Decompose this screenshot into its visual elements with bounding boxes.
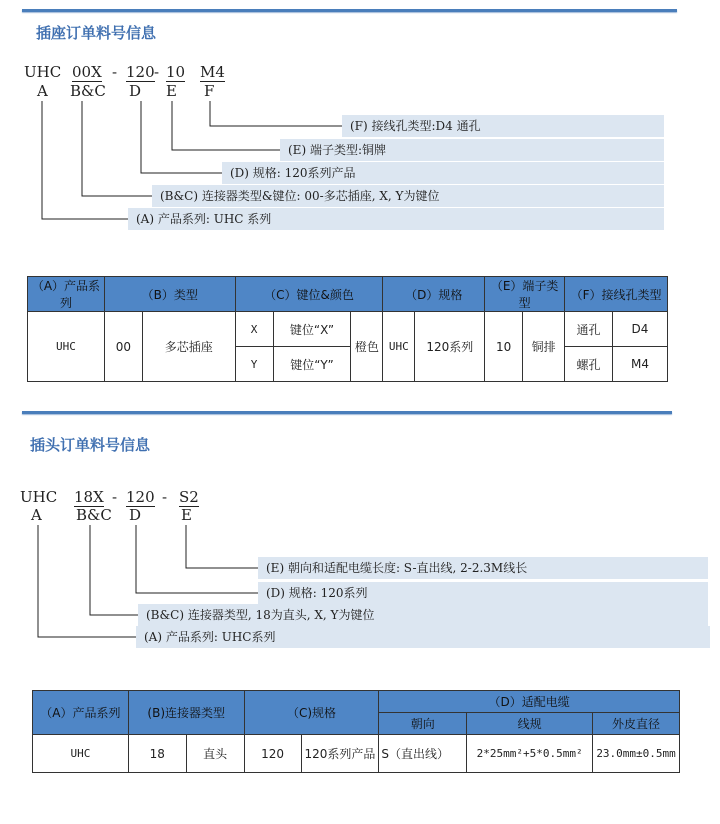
plug-code-dash: - (112, 488, 118, 506)
cell-gauge: 2*25mm²+5*0.5mm² (467, 735, 593, 773)
socket-letter-d: D (129, 82, 142, 100)
socket-code-series: UHC (24, 63, 62, 81)
header-connector-type: (B)连接器类型 (128, 691, 244, 735)
socket-code-hole: M4 (200, 63, 225, 81)
cell-type-name: 多芯插座 (142, 312, 235, 382)
plug-code-direction: S2 (179, 488, 199, 506)
socket-bar-d: (D) 规格: 120系列产品 (222, 162, 664, 184)
cell-type-code: 18 (128, 735, 186, 773)
header-cable: （D）适配电缆 (379, 691, 680, 713)
plug-code-type: 18X (74, 488, 104, 506)
plug-code-series: UHC (20, 488, 58, 506)
plug-letter-bc: B&C (76, 506, 112, 524)
socket-code-spec: 120 (126, 63, 155, 81)
plug-bar-d: (D) 规格: 120系列 (258, 582, 708, 604)
cell-color: 橙色 (351, 312, 383, 382)
plug-letter-e: E (181, 506, 192, 524)
socket-code-type: 00X (72, 63, 102, 81)
cell-spec-name: 120系列 (415, 312, 485, 382)
header-hole: （F）接线孔类型 (565, 277, 668, 312)
header-type: （B）类型 (104, 277, 235, 312)
cell-direction: S（直出线） (379, 735, 467, 773)
cell-spec-code: UHC (383, 312, 415, 382)
socket-letter-bc: B&C (70, 82, 106, 100)
cell-type-code: 00 (104, 312, 142, 382)
cell-terminal-name: 铜排 (523, 312, 565, 382)
cell-series: UHC (28, 312, 105, 382)
cell-diameter: 23.0mm±0.5mm (593, 735, 680, 773)
socket-bar-e: (E) 端子类型:铜牌 (280, 139, 664, 161)
subheader-gauge: 线规 (467, 713, 593, 735)
cell-key-y-code: Y (235, 347, 273, 382)
cell-hole1-code: D4 (612, 312, 667, 347)
header-spec: （D）规格 (383, 277, 485, 312)
socket-letter-a: A (37, 82, 48, 100)
header-key-color: （C）键位&颜色 (235, 277, 383, 312)
header-series: （A）产品系列 (28, 277, 105, 312)
plug-order-table (32, 690, 680, 773)
cell-type-name: 直头 (186, 735, 244, 773)
cell-hole1-name: 通孔 (565, 312, 613, 347)
plug-code-spec: 120 (126, 488, 155, 506)
plug-section-title: 插头订单料号信息 (30, 436, 151, 454)
plug-bar-e: (E) 朝向和适配电缆长度: S-直出线, 2-2.3M线长 (258, 557, 708, 579)
cell-terminal-code: 10 (485, 312, 523, 382)
subheader-direction: 朝向 (379, 713, 467, 735)
socket-code-terminal: 10 (166, 63, 186, 81)
plug-letter-d: D (129, 506, 142, 524)
plug-bar-a: (A) 产品系列: UHC系列 (136, 626, 710, 648)
cell-spec-code: 120 (244, 735, 301, 773)
socket-bar-f: (F) 接线孔类型:D4 通孔 (342, 115, 664, 137)
header-series: （A）产品系列 (33, 691, 129, 735)
cell-hole2-code: M4 (612, 347, 667, 382)
plug-letter-a: A (31, 506, 42, 524)
socket-bar-a: (A) 产品系列: UHC 系列 (128, 208, 664, 230)
cell-hole2-name: 螺孔 (565, 347, 613, 382)
socket-code-dash: - (112, 63, 118, 81)
header-spec: （C)规格 (244, 691, 379, 735)
header-terminal: （E）端子类型 (485, 277, 565, 312)
plug-code-dash: - (162, 488, 168, 506)
plug-bar-bc: (B&C) 连接器类型, 18为直头, X, Y为键位 (138, 604, 708, 626)
cell-key-x-code: X (235, 312, 273, 347)
cell-spec-name: 120系列产品 (301, 735, 379, 773)
socket-letter-e: E (166, 82, 177, 100)
cell-key-x-name: 键位“X” (273, 312, 351, 347)
subheader-diameter: 外皮直径 (593, 713, 680, 735)
socket-bar-bc: (B&C) 连接器类型&键位: 00-多芯插座, X, Y为键位 (152, 185, 664, 207)
cell-key-y-name: 键位“Y” (273, 347, 351, 382)
socket-code-dash: - (154, 63, 160, 81)
socket-section-title: 插座订单料号信息 (36, 24, 157, 42)
socket-letter-f: F (204, 82, 215, 100)
cell-series: UHC (33, 735, 129, 773)
